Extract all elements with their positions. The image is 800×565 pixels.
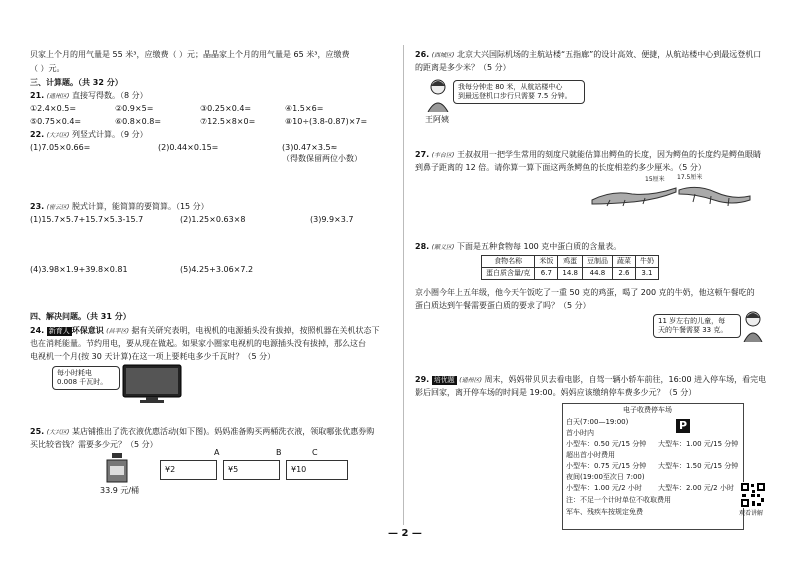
parking-note-2: 军车、残疾车按规定免费 [566, 508, 643, 516]
section-3-heading: 三、计算题。（共 32 分） [30, 78, 123, 87]
q27-district: (丰台区) [431, 152, 455, 159]
q21-item: ⑥0.8×0.8= [115, 117, 162, 126]
q25-line-2: 买比较省钱？需要多少元？（5 分） [30, 440, 158, 449]
q28-district: (顺义区) [431, 244, 455, 251]
q22-note: （得数保留两位小数） [282, 154, 362, 163]
qr-code[interactable] [740, 482, 766, 508]
q26-person-name: 王阿姨 [425, 115, 449, 124]
parking-fee-board [562, 403, 744, 530]
q21-row-2 [30, 117, 385, 127]
q21-item: ④1.5×6= [285, 104, 324, 113]
q27-line-2: 到鼻子距离的 12 倍。请你算一算下面这两条鳄鱼的长度相差约多少厘米。（5 分） [415, 163, 706, 172]
q27-line-1 [415, 150, 761, 160]
parking-big-3: 大型车：2.00 元/2 小时 [658, 484, 734, 492]
crocodile-2-illustration [677, 180, 752, 210]
coupon-a-letter: A [214, 448, 220, 457]
q24-district: (昌平区) [106, 328, 129, 335]
girl-illustration [741, 310, 765, 342]
q26-line-1 [415, 50, 761, 60]
q26-number: 26. [415, 50, 430, 59]
parking-big-1: 大型车：1.00 元/15 分钟 [658, 440, 739, 448]
q28-bubble-line-2: 天的午餐需要 33 克。 [658, 325, 728, 334]
q21-district: (通州区) [46, 93, 70, 100]
q29-number: 29. [415, 375, 430, 384]
q22-district: (大兴区) [46, 132, 70, 139]
q21-text: 直接写得数。（8 分） [71, 91, 148, 100]
parking-small-2: 小型车：0.75 元/15 分钟 [566, 462, 647, 470]
crocodile-2-label: 17.5厘米 [677, 174, 703, 181]
q28-line-1: 京小圈今年上五年级，他今天午饭吃了一重 50 克的鸡蛋，喝了 200 克的牛奶，他这顿午餐吃的 [415, 288, 755, 297]
q24-number: 24. [30, 326, 45, 335]
protein-table [481, 255, 659, 280]
table-header-row [482, 256, 659, 268]
q28-speech-bubble [653, 314, 741, 338]
q26-bubble-line-1: 我每分钟走 80 米，从航站楼中心 [458, 83, 563, 91]
q24-badge: 新育人 [48, 327, 70, 335]
q22-row [30, 143, 337, 153]
q25-text-1: 某店铺推出了洗衣液优惠活动(如下图)。妈妈准备购买两桶洗衣液，领取哪张优惠券购 [71, 427, 375, 436]
q25-number: 25. [30, 427, 45, 436]
q26-bubble-line-2: 到最远登机口步行只需要 7.5 分钟。 [458, 91, 572, 100]
table-cell: 6.7 [535, 267, 558, 279]
table-header-cell: 牛奶 [635, 256, 658, 268]
parking-big-2: 大型车：1.50 元/15 分钟 [658, 462, 739, 470]
q23-item: (4)3.98×1.9+39.8×0.81 [30, 265, 128, 274]
q29-badge: 培优题 [433, 376, 455, 384]
table-header-cell: 豆制品 [582, 256, 612, 268]
parking-title: 电子收费停车场 [623, 406, 672, 414]
q24-line-3: 电视机一个月(按 30 天计算)在这一项上要耗电多少千瓦时？（5 分） [30, 352, 276, 361]
page-number: — 2 — [388, 528, 422, 539]
q21-title [30, 91, 148, 101]
q21-item: ⑤0.75×0.4= [30, 117, 82, 126]
qr-label: 观看讲解 [739, 510, 764, 517]
parking-day: 白天(7:00—19:00) [566, 418, 629, 426]
parking-first-hour: 首小时内 [566, 429, 594, 437]
q21-item: ⑧10÷(3.8-0.87)×7= [285, 117, 368, 126]
tv-illustration [122, 364, 182, 404]
q23-item: (5)4.25+3.06×7.2 [180, 265, 254, 274]
q28-line [415, 242, 621, 252]
parking-small-1: 小型车：0.50 元/15 分钟 [566, 440, 647, 448]
q25-line-1 [30, 427, 374, 437]
table-header-cell: 鸡蛋 [558, 256, 583, 268]
q26-district: (西城区) [431, 52, 455, 59]
q22-title [30, 130, 148, 140]
detergent-bottle-illustration [103, 452, 131, 484]
coupon-c-value: ¥10 [291, 465, 307, 474]
section-4-heading: 四、解决问题。（共 31 分） [30, 312, 131, 321]
q22-item: (1)7.05×0.66= [30, 143, 91, 152]
table-cell: 2.6 [612, 267, 635, 279]
q27-text-1: 王叔叔用一把学生常用的刻度尺就能估算出鳄鱼的长度，因为鳄鱼的长度约是鳄鱼眼睛 [456, 150, 761, 159]
q22-item: (3)0.47×3.5≈ [282, 143, 338, 152]
parking-note-1: 注：不足一个计时单位不收取费用 [566, 496, 671, 504]
crocodile-1-label: 15厘米 [645, 176, 665, 183]
q26-line-2: 的距离是多少米？（5 分） [415, 63, 511, 72]
q23-text: 脱式计算，能简算的要简算。（15 分） [71, 202, 209, 211]
q28-number: 28. [415, 242, 430, 251]
q24-line-1 [30, 326, 380, 336]
coupon-b-letter: B [276, 448, 282, 457]
q24-topic: 环保意识 [71, 326, 104, 335]
q21-item: ②0.9×5= [115, 104, 154, 113]
table-header-cell: 蔬菜 [612, 256, 635, 268]
q29-line-2: 影后回家，离开停车场的时间是 19:00。妈妈应该缴纳停车费多少元？（5 分） [415, 388, 697, 397]
q23-title [30, 202, 209, 212]
q23-item: (1)15.7×5.7+15.7×5.3-15.7 [30, 215, 144, 224]
crocodile-1-illustration [590, 182, 678, 208]
q21-row-1 [30, 104, 370, 114]
q29-line-1 [415, 375, 766, 385]
coupon-b [223, 460, 280, 480]
parking-small-3: 小型车：1.00 元/2 小时 [566, 484, 642, 492]
table-row-label: 蛋白质含量/克 [482, 267, 535, 279]
woman-illustration [425, 78, 451, 112]
q23-item: (3)9.9×3.7 [310, 215, 354, 224]
q24-bubble-line-1: 每小时耗电 [57, 369, 92, 377]
coupon-c [286, 460, 348, 480]
q22-number: 22. [30, 130, 45, 139]
q23-item: (2)1.25×0.63×8 [180, 215, 246, 224]
coupon-a-value: ¥2 [165, 465, 176, 474]
column-divider [403, 45, 404, 525]
table-cell: 14.8 [558, 267, 583, 279]
q21-item: ①2.4×0.5= [30, 104, 77, 113]
intro-line-1: 贝家上个月的用气量是 55 米³，应缴费（ ）元；晶晶家上个月的用气量是 65 米³，应缴费 [30, 50, 350, 59]
parking-night: 夜间(19:00至次日 7:00) [566, 473, 645, 481]
coupon-c-letter: C [312, 448, 318, 457]
q27-number: 27. [415, 150, 430, 159]
q24-speech-bubble [52, 366, 120, 390]
q23-row-2 [30, 265, 253, 275]
q21-item: ③0.25×0.4= [200, 104, 252, 113]
table-header-cell: 食物名称 [482, 256, 535, 268]
table-cell: 44.8 [582, 267, 612, 279]
q23-row-1 [30, 215, 353, 225]
intro-line-2: （ ）元。 [30, 64, 65, 73]
table-header-cell: 米饭 [535, 256, 558, 268]
q21-number: 21. [30, 91, 45, 100]
q22-item: (2)0.44×0.15= [158, 143, 219, 152]
q26-speech-bubble [453, 80, 585, 104]
q29-district: (通州区) [459, 377, 482, 384]
q24-text-1: 据有关研究表明，电视机的电源插头没有拔掉，按照机器在关机状态下 [131, 326, 380, 335]
q22-text: 列竖式计算。（9 分） [71, 130, 148, 139]
detergent-price: 33.9 元/桶 [100, 486, 140, 495]
table-row [482, 267, 659, 279]
table-cell: 3.1 [635, 267, 658, 279]
q28-bubble-line-1: 11 岁左右的儿童，每 [658, 317, 726, 325]
parking-after: 超出首小时费用 [566, 451, 615, 459]
q23-number: 23. [30, 202, 45, 211]
q23-district: (密云区) [46, 204, 70, 211]
q28-line-2: 蛋白质达到午餐需要蛋白质的要求了吗？（5 分） [415, 301, 591, 310]
q29-text-1: 周末，妈妈带贝贝去看电影，自驾一辆小轿车前往，16:00 进入停车场，看完电 [484, 375, 767, 384]
coupon-a [160, 460, 217, 480]
q21-item: ⑦12.5×8×0= [200, 117, 256, 126]
parking-p-icon: P [676, 419, 690, 433]
coupon-b-value: ¥5 [228, 465, 239, 474]
q24-line-2: 也在消耗能量。节约用电，要从现在做起。如果家小圈家电视机的电源插头没有拔掉，那么这台 [30, 339, 366, 348]
q24-bubble-line-2: 0.008 千瓦时。 [57, 377, 108, 386]
q25-district: (大兴区) [46, 429, 70, 436]
q28-text: 下面是五种食物每 100 克中蛋白质的含量表。 [456, 242, 622, 251]
q26-text-1: 北京大兴国际机场的主航站楼“五指廊”的设计高效、便捷，从航站楼中心到最远登机口 [456, 50, 762, 59]
